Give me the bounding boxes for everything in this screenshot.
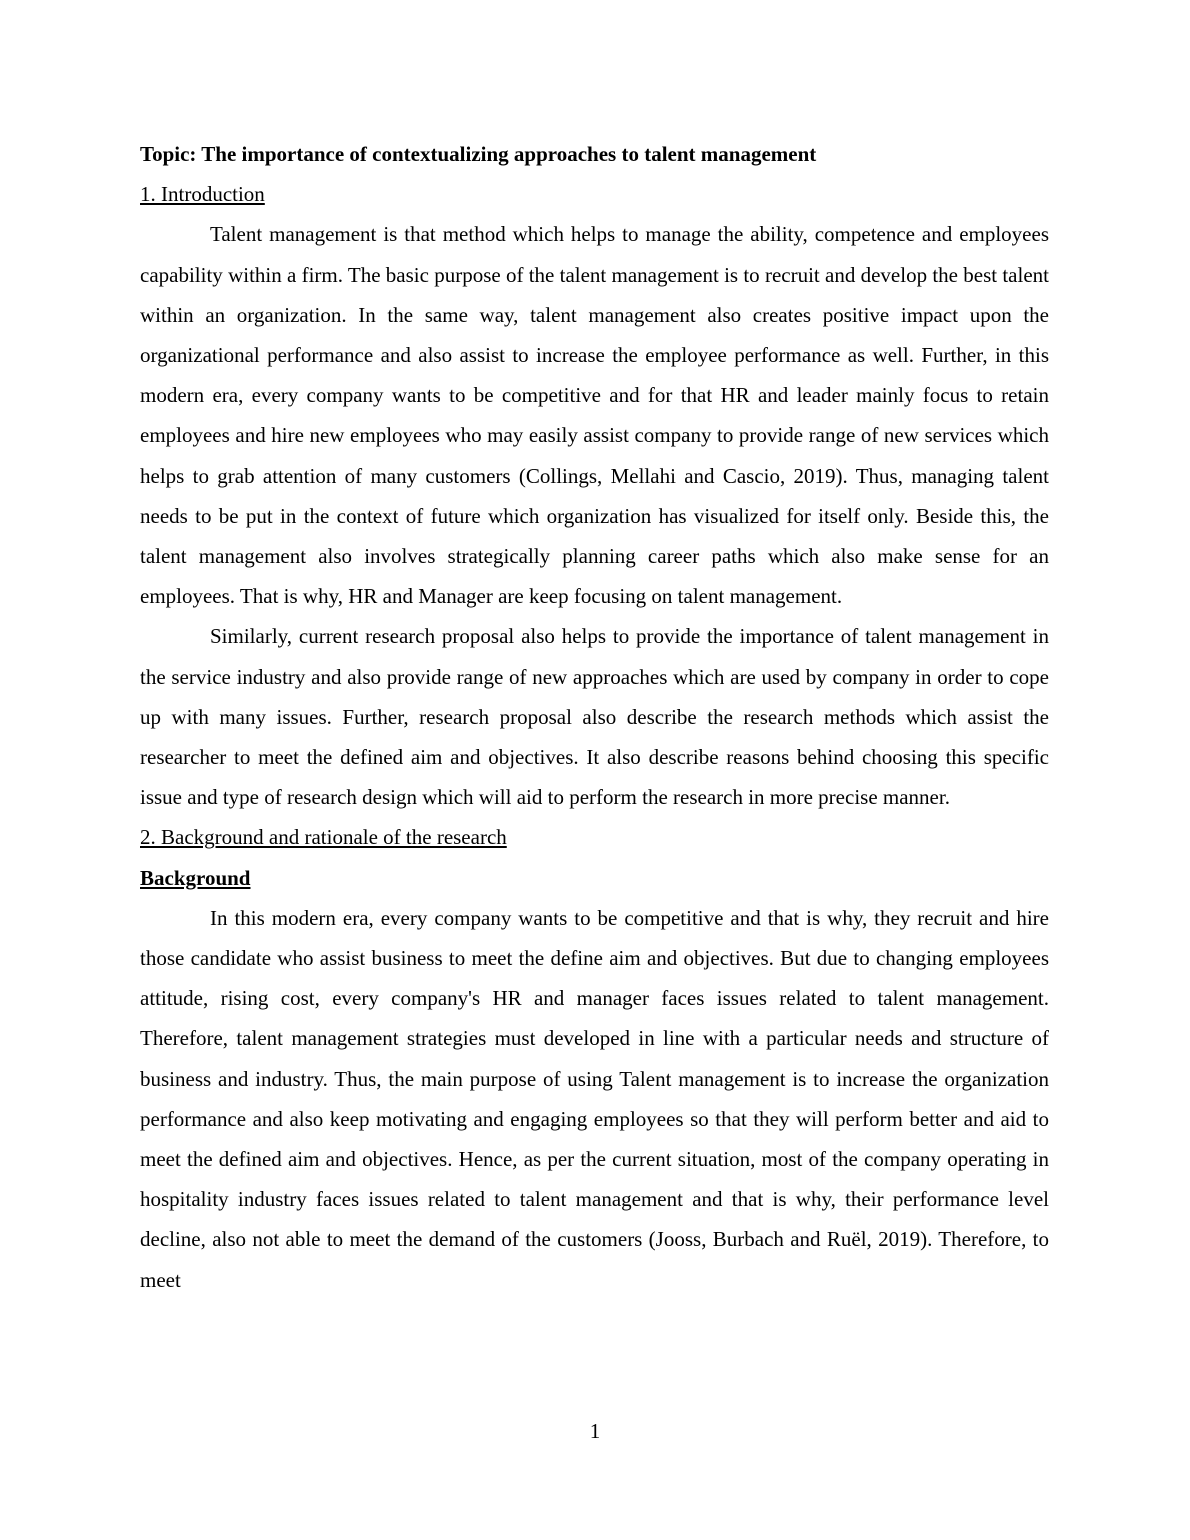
document-body bbox=[140, 134, 1049, 1300]
document-title: Topic: The importance of contextualizing approaches to talent management bbox=[140, 142, 817, 166]
section-heading-introduction: 1. Introduction bbox=[140, 182, 265, 207]
introduction-paragraph-1: Talent management is that method which helps to manage the ability, competence and employees capability within a firm. The basic purpose of the talent management is to recruit and develop the best talent within an organization. In the same way, talent management also creates positive impact upon the organizational performance and also assist to increase the employee performance as well. Further, in this modern era, every company wants to be competitive and for that HR and leader mainly focus to retain employees and hire new employees who may easily assist company to provide range of new services which helps to grab attention of many customers (Collings, Mellahi and Cascio, 2019). Thus, managing talent needs to be put in the context of future which organization has visualized for itself only. Beside this, the talent management also involves strategically planning career paths which also make sense for an employees. That is why, HR and Manager are keep focusing on talent management. bbox=[140, 222, 1049, 609]
page-number: 1 bbox=[589, 1419, 601, 1443]
subheading-background: Background bbox=[140, 865, 251, 890]
section-heading-background-rationale: 2. Background and rationale of the research bbox=[140, 825, 507, 850]
background-paragraph: In this modern era, every company wants to be competitive and that is why, they recruit and hire those candidate who assist business to meet the define aim and objectives. But due to changing employees attitude, rising cost, every company's HR and manager faces issues related to talent management. Therefore, talent management strategies must developed in line with a particular needs and structure of business and industry. Thus, the main purpose of using Talent management is to increase the organization performance and also keep motivating and engaging employees so that they will perform better and aid to meet the defined aim and objectives. Hence, as per the current situation, most of the company operating in hospitality industry faces issues related to talent management and that is why, their performance level decline, also not able to meet the demand of the customers (Jooss, Burbach and Ruël, 2019). Therefore, to meet bbox=[140, 905, 1049, 1292]
introduction-paragraph-2: Similarly, current research proposal also helps to provide the importance of talent management in the service industry and also provide range of new approaches which are used by company in order to cope up with many issues. Further, research proposal also describe the research methods which assist the researcher to meet the defined aim and objectives. It also describe reasons behind choosing this specific issue and type of research design which will aid to perform the research in more precise manner. bbox=[140, 624, 1049, 810]
